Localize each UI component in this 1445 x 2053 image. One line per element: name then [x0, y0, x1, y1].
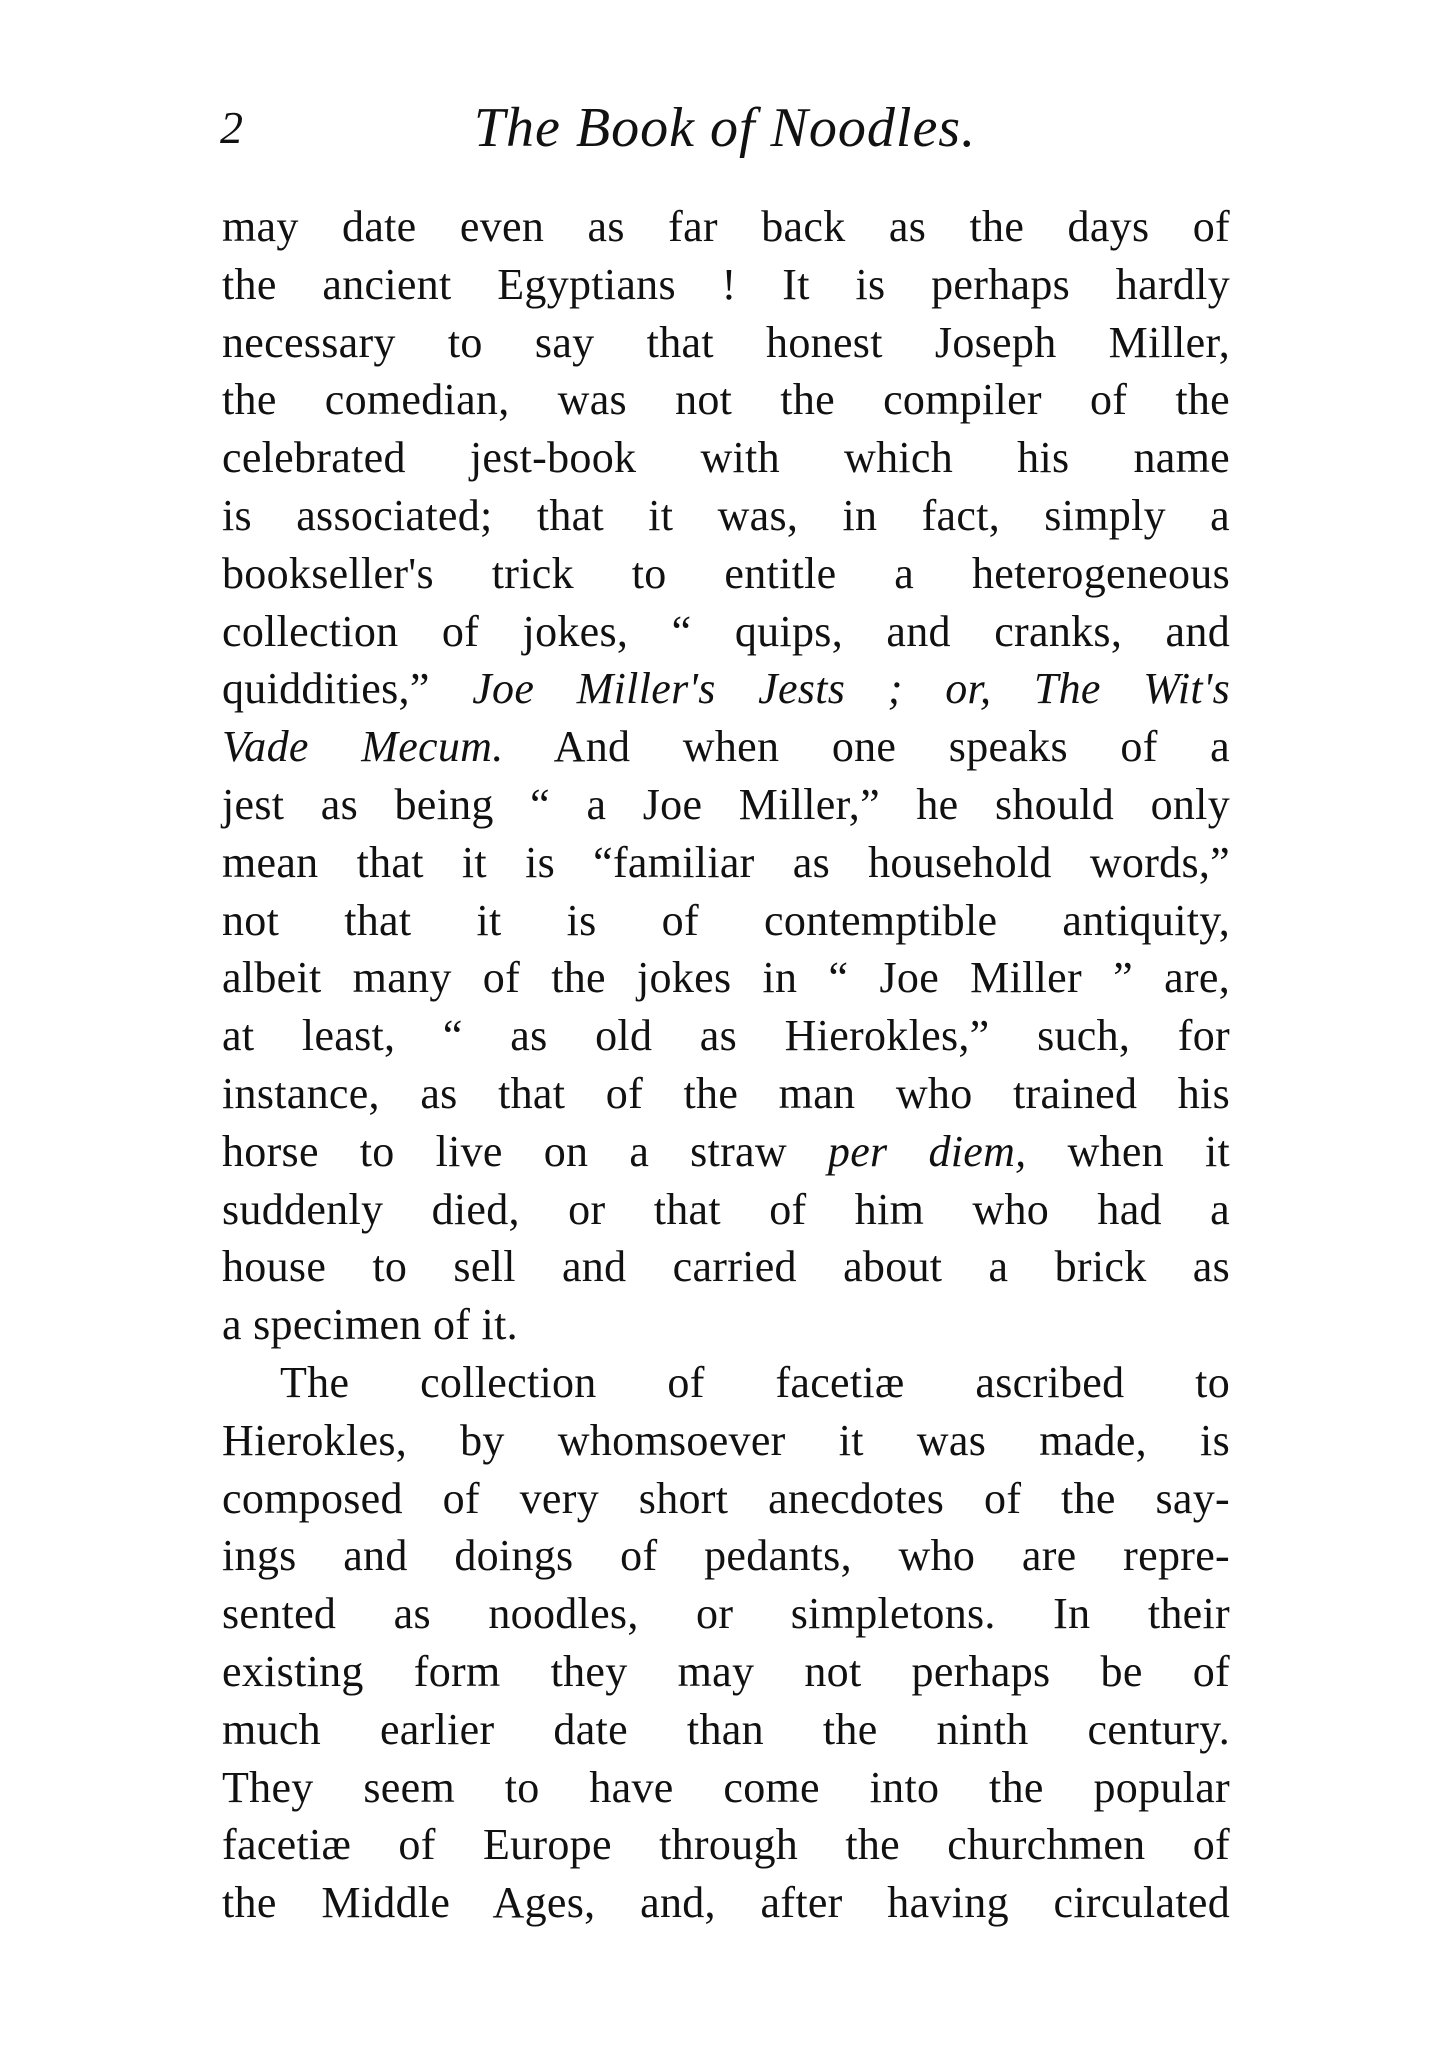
text-line: the comedian, was not the compiler of the	[222, 375, 1230, 425]
text-line: mean that it is “familiar as household words,”	[222, 837, 1230, 887]
book-title-italic: Vade Mecum.	[222, 722, 504, 772]
text-line: bookseller's trick to entitle a heterogeneous	[222, 548, 1230, 598]
text-line	[222, 718, 1230, 776]
text-line: sented as noodles, or simpletons. In their	[222, 1589, 1230, 1639]
text-line: celebrated jest-book with which his name	[222, 433, 1230, 483]
text-line: much earlier date than the ninth century.	[222, 1704, 1230, 1754]
body-text	[222, 198, 1230, 1932]
book-title-italic: Joe Miller's Jests ; or, The Wit's	[472, 664, 1231, 714]
text-span: horse to live on a straw	[222, 1126, 828, 1176]
text-line: may date even as far back as the days of	[222, 202, 1230, 251]
text-line: necessary to say that honest Joseph Miller,	[222, 317, 1230, 367]
text-line: suddenly died, or that of him who had a	[222, 1184, 1230, 1234]
text-line: a specimen of it.	[222, 1300, 518, 1350]
text-line: at least, “ as old as Hierokles,” such, for	[222, 1011, 1230, 1061]
text-line: not that it is of contemptible antiquity,	[222, 895, 1230, 945]
text-line: facetiæ of Europe through the churchmen of	[222, 1820, 1230, 1870]
running-title: The Book of Noodles.	[473, 97, 977, 159]
text-line: collection of jokes, “ quips, and cranks, and	[222, 606, 1230, 656]
text-line: the Middle Ages, and, after having circulated	[222, 1878, 1230, 1928]
text-line: composed of very short anecdotes of the say-	[222, 1473, 1230, 1523]
text-line: jest as being “ a Joe Miller,” he should only	[222, 779, 1230, 829]
text-line: ings and doings of pedants, who are repre-	[222, 1531, 1230, 1581]
text-line	[222, 1123, 1230, 1181]
text-line: the ancient Egyptians ! It is perhaps hardly	[222, 259, 1230, 309]
text-span: quiddities,”	[222, 664, 473, 714]
text-span: And when one speaks of a	[503, 722, 1230, 772]
text-line: albeit many of the jokes in “ Joe Miller ” are,	[222, 953, 1230, 1003]
text-line: existing form they may not perhaps be of	[222, 1646, 1230, 1696]
text-line	[222, 660, 1230, 718]
text-span: when it	[1026, 1126, 1230, 1176]
running-head	[220, 88, 1230, 168]
text-line: house to sell and carried about a brick as	[222, 1242, 1230, 1292]
text-line: is associated; that it was, in fact, simply a	[222, 490, 1230, 540]
text-line: Hierokles, by whomsoever it was made, is	[222, 1415, 1230, 1465]
text-line: They seem to have come into the popular	[222, 1762, 1230, 1812]
text-line: instance, as that of the man who trained his	[222, 1068, 1230, 1118]
text-line: The collection of facetiæ ascribed to	[280, 1357, 1230, 1407]
page-number: 2	[220, 102, 243, 153]
latin-phrase-italic: per diem,	[827, 1126, 1027, 1176]
